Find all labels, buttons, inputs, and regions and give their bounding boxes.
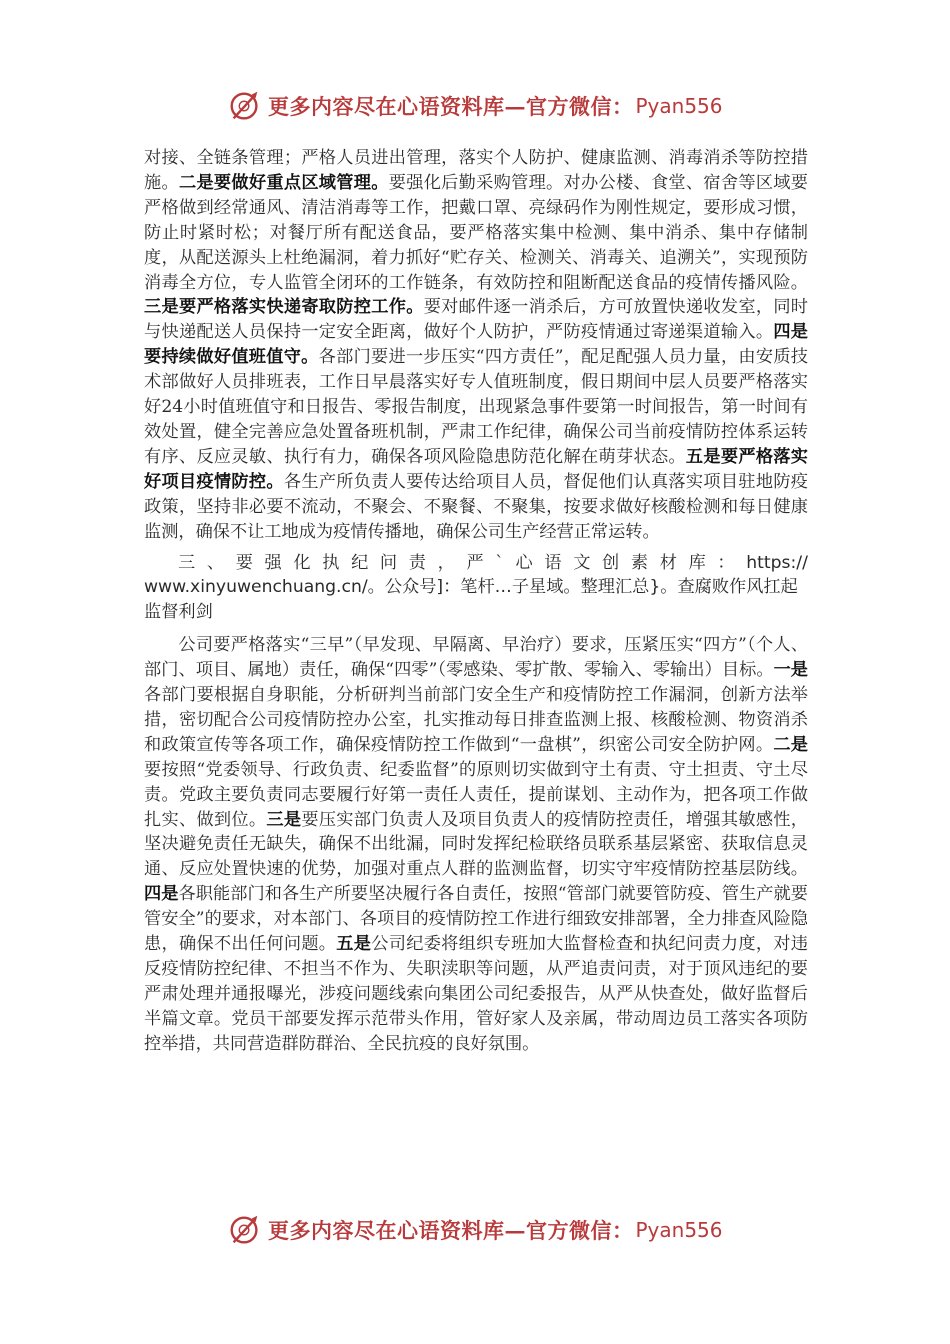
heading-char: 三 bbox=[178, 552, 196, 573]
heading-char: 要 bbox=[235, 552, 253, 573]
bold-run: 四是 bbox=[144, 884, 179, 905]
heading-char: 化 bbox=[293, 552, 311, 573]
text-run: 要按照“党委领导、行政负责、纪委监督”的原则切实做到守土有责、守土担责、守土尽责。党政主要负责同志要履行好第一责任人责任，提前谋划、主动作为，把各项工作做扎实、做到位。 bbox=[144, 759, 808, 830]
bold-run: 三是 bbox=[266, 809, 302, 830]
text-run: 各生产所负责人要传达给项目人员，督促他们认真落实项目驻地防疫政策，坚持非必要不流动，不聚会、不聚餐、不聚集，按要求做好核酸检测和每日健康监测，确保不让工地成为疫情传播地，确保公司生产经营正常运转。 bbox=[144, 471, 808, 542]
heading-line-1 bbox=[144, 551, 808, 576]
heading-char: 问 bbox=[379, 552, 398, 573]
text-run: 各部门要进一步压实“四方责任”，配足配强人员力量，由安质技术部做好人员排班表，工作日早晨落实好专人值班制度，假日期间中层人员要严格落实好24小时值班值守和日报告、零报告制度，出现紧急事件要第一时间报告，第一时间有效处置，健全完善应急处置备班机制，严肃工作纪律，确保公司当前疫情防控体系运转有序、反应灵敏、执行有力，确保各项风险隐患防范化解在萌芽状态。 bbox=[144, 347, 808, 467]
brush-logo-icon bbox=[226, 1211, 264, 1249]
heading-char: 素 bbox=[630, 552, 649, 573]
heading-char: ： bbox=[717, 552, 735, 573]
bold-run: 四是要持续做好值班值守。 bbox=[144, 322, 808, 368]
heading-line-2: www.xinyuwenchuang.cn/。公众号]：笔杆…子星域。整理汇总}。查腐败作风扛起监督利剑 bbox=[144, 577, 798, 623]
heading-url-start: https:// bbox=[746, 552, 808, 573]
bold-run: 五是 bbox=[336, 934, 372, 955]
heading-char: 严 bbox=[466, 552, 484, 573]
watermark-text: 更多内容尽在心语资料库—官方微信： bbox=[268, 94, 634, 119]
bold-run: 三是要严格落实快递寄取防控工作。 bbox=[144, 297, 424, 318]
heading-char: 创 bbox=[602, 552, 620, 573]
text-run: 要强化后勤采购管理。对办公楼、食堂、宿舍等区域要严格做到经常通风、清洁消毒等工作，把戴口罩、亮绿码作为刚性规定，要形成习惯，防止时紧时松；对餐厅所有配送食品，要严格落实集中检测、集中消杀、集中存储制度，从配送源头上杜绝漏洞，着力抓好“贮存关、检测关、消毒关、追溯关”，实现预防消毒全方位，专人监管全闭环的工作链条，有效防控和阻断配送食品的疫情传播风险。 bbox=[144, 172, 808, 293]
text-run: 各职能部门和各生产所要坚决履行各自责任，按照“管部门就要管防疫、管生产就要管安全”的要求，对本部门、各项目的疫情防控工作进行细致安排部署，全力排查风险隐患，确保不出任何问题。 bbox=[144, 884, 808, 955]
text-run: 各部门要根据自身职能，分析研判当前部门安全生产和疫情防控工作漏洞，创新方法举措，密切配合公司疫情防控办公室，扎实推动每日排查监测上报、核酸检测、物资消杀和政策宣传等各项工作，确保疫情防控工作做到“一盘棋”，织密公司安全防护网。 bbox=[144, 685, 808, 755]
heading-char: 强 bbox=[264, 552, 282, 573]
heading-char: 、 bbox=[206, 552, 225, 573]
heading-char: ， bbox=[437, 552, 455, 573]
text-run: 要压实部门负责人及项目负责人的疫情防控责任，增强其敏感性，坚决避免责任无缺失，确保不出纰漏，同时发挥纪检联络员联系基层紧密、获取信息灵通、反应处置快速的优势，加强对重点人群的监测监督，切实守牢疫情防控基层防线。 bbox=[144, 809, 808, 880]
header-watermark bbox=[226, 86, 723, 126]
heading-char: 文 bbox=[573, 552, 591, 573]
text-run: 公司纪委将组织专班加大监督检查和执纪问责力度，对违反疫情防控纪律、不担当不作为、失职渎职等问题，从严追责问责，对于顶风违纪的要严肃处理并通报曝光，涉疫问题线索向集团公司纪委报告，从严从快查处，做好监督后半篇文章。党员干部要发挥示范带头作用，管好家人及亲属，带动周边员工落实各项防控举措，共同营造群防群治、全民抗疫的良好氛围。 bbox=[144, 934, 808, 1054]
document-body bbox=[144, 146, 808, 1057]
paragraph-measures bbox=[144, 146, 808, 545]
heading-char: 责 bbox=[408, 552, 426, 573]
watermark-wechat-id: Pyan556 bbox=[635, 1218, 723, 1242]
watermark-wechat-id: Pyan556 bbox=[635, 94, 723, 118]
heading-char: 语 bbox=[544, 552, 562, 573]
heading-char: ` bbox=[495, 552, 504, 573]
watermark-text: 更多内容尽在心语资料库—官方微信： bbox=[268, 1218, 634, 1243]
brush-logo-icon bbox=[226, 87, 264, 125]
text-run: 公司要严格落实“三早”（早发现、早隔离、早治疗）要求，压紧压实“四方”（个人、部门、项目、属地）责任，确保“四零”（零感染、零扩散、零输入、零输出）目标。 bbox=[144, 635, 808, 681]
heading-char: 材 bbox=[659, 552, 677, 573]
paragraph-responsibility bbox=[144, 633, 808, 1056]
bold-run: 二是要做好重点区域管理。 bbox=[178, 172, 389, 193]
heading-char: 心 bbox=[515, 552, 533, 573]
bold-run: 五是要严格落实好项目疫情防控。 bbox=[144, 446, 808, 492]
footer-watermark bbox=[226, 1210, 723, 1250]
section-heading bbox=[144, 551, 808, 626]
text-run: 要对邮件逐一消杀后，方可放置快递收发室，同时与快递配送人员保持一定安全距离，做好个人防护，严防疫情通过寄递渠道输入。 bbox=[144, 297, 808, 343]
heading-char: 库 bbox=[688, 552, 706, 573]
heading-char: 纪 bbox=[351, 552, 369, 573]
text-run: 对接、全链条管理；严格人员进出管理，落实个人防护、健康监测、消毒消杀等防控措施。 bbox=[144, 148, 808, 193]
bold-run: 二是 bbox=[773, 734, 808, 755]
heading-char: 执 bbox=[322, 552, 340, 573]
bold-run: 一是 bbox=[773, 660, 808, 681]
